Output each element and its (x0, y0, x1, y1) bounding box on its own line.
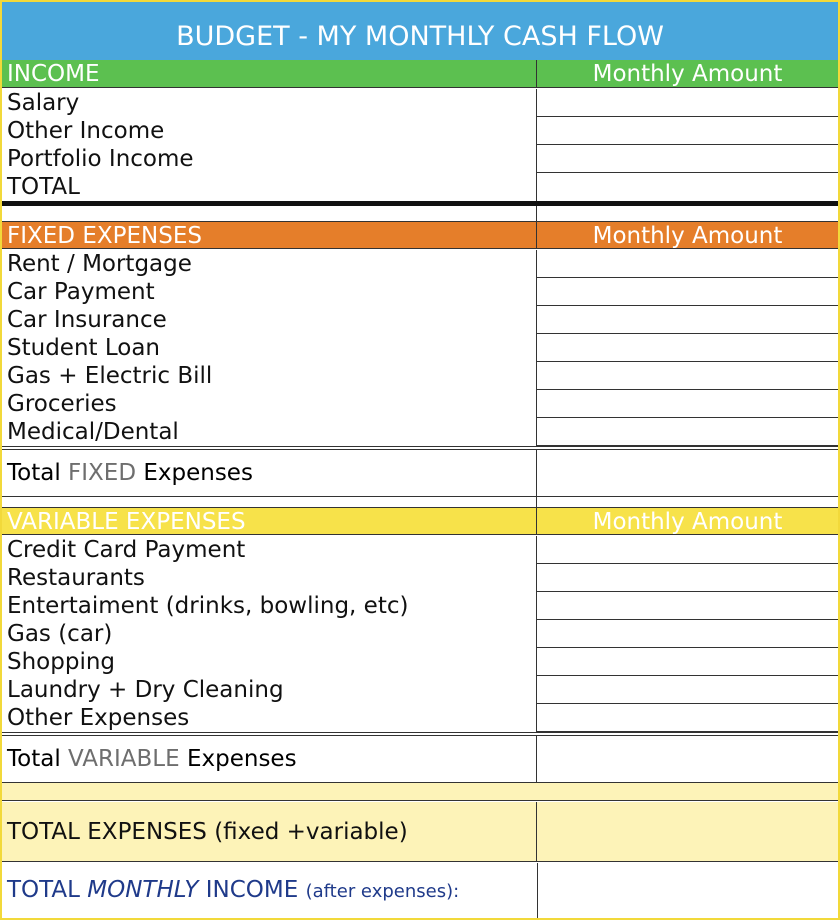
row-label: Car Insurance (2, 306, 537, 334)
row-label: Shopping (2, 648, 537, 676)
fixed-header-row (2, 221, 838, 249)
fixed-amount-header: Monthly Amount (592, 223, 783, 249)
fixed-header: FIXED EXPENSES (2, 222, 537, 248)
amount-cell[interactable] (537, 648, 838, 676)
total-income-prefix: TOTAL (7, 877, 88, 903)
amount-cell[interactable] (537, 89, 838, 117)
row-label: Portfolio Income (2, 145, 537, 173)
amount-cell[interactable] (537, 564, 838, 592)
table-row (2, 362, 838, 390)
table-row (2, 418, 838, 446)
table-row (2, 117, 838, 145)
total-expenses-label: TOTAL EXPENSES (fixed +variable) (2, 802, 537, 861)
spacer-row (2, 206, 838, 221)
table-row (2, 648, 838, 676)
divider (2, 446, 838, 447)
row-label: Medical/Dental (2, 418, 537, 446)
amount-cell[interactable] (537, 676, 838, 704)
variable-header-row (2, 507, 838, 535)
table-row (2, 676, 838, 704)
table-row (2, 334, 838, 362)
total-income-label (7, 863, 459, 919)
total-suffix: Expenses (179, 746, 297, 772)
variable-amount-header: Monthly Amount (592, 509, 783, 535)
spacer-cell (2, 206, 537, 221)
amount-cell[interactable] (537, 620, 838, 648)
variable-total-row (2, 735, 838, 783)
amount-cell[interactable] (537, 592, 838, 620)
row-label: Gas + Electric Bill (2, 362, 537, 390)
fixed-total-row (2, 449, 838, 497)
table-row (2, 564, 838, 592)
total-expenses-row (2, 802, 838, 862)
row-label: Credit Card Payment (2, 536, 537, 564)
amount-cell[interactable] (537, 418, 838, 446)
spacer-row (2, 497, 838, 507)
income-total-cell[interactable] (537, 173, 838, 201)
total-income-note: (after expenses): (305, 881, 460, 902)
table-row (2, 145, 838, 173)
row-label: Laundry + Dry Cleaning (2, 676, 537, 704)
fixed-total-cell[interactable] (537, 450, 838, 496)
total-emphasis: VARIABLE (68, 746, 180, 772)
spacer-row (2, 783, 838, 801)
amount-cell[interactable] (537, 306, 838, 334)
amount-cell[interactable] (537, 536, 838, 564)
variable-total-label (2, 736, 537, 782)
total-income-row (2, 863, 838, 918)
amount-cell[interactable] (537, 390, 838, 418)
fixed-total-label (2, 450, 537, 496)
row-label: Rent / Mortgage (2, 250, 537, 278)
total-income-suffix: INCOME (198, 877, 306, 903)
table-row (2, 390, 838, 418)
divider (2, 732, 838, 733)
income-total-label: TOTAL (2, 173, 537, 201)
total-suffix: Expenses (136, 460, 253, 486)
table-row (2, 704, 838, 732)
variable-total-cell[interactable] (537, 736, 838, 782)
row-label: Gas (car) (2, 620, 537, 648)
total-prefix: Total (7, 746, 69, 772)
total-expenses-cell[interactable] (537, 802, 838, 861)
row-label: Groceries (2, 390, 537, 418)
row-label: Entertaiment (drinks, bowling, etc) (2, 592, 537, 620)
table-row (2, 306, 838, 334)
row-label: Restaurants (2, 564, 537, 592)
amount-cell[interactable] (537, 278, 838, 306)
row-label: Salary (2, 89, 537, 117)
page-title: BUDGET - MY MONTHLY CASH FLOW (2, 2, 838, 60)
row-label: Other Expenses (2, 704, 537, 732)
row-label: Other Income (2, 117, 537, 145)
table-row (2, 250, 838, 278)
income-header-row (2, 60, 838, 88)
table-row (2, 536, 838, 564)
table-row (2, 620, 838, 648)
income-amount-header: Monthly Amount (592, 61, 783, 87)
amount-cell[interactable] (537, 334, 838, 362)
amount-cell[interactable] (537, 704, 838, 732)
amount-cell[interactable] (537, 362, 838, 390)
total-prefix: Total (7, 460, 69, 486)
row-label: Student Loan (2, 334, 537, 362)
amount-cell[interactable] (537, 250, 838, 278)
row-label: Car Payment (2, 278, 537, 306)
table-row (2, 89, 838, 117)
income-header: INCOME (2, 60, 537, 87)
total-income-cell[interactable] (537, 863, 838, 918)
total-emphasis: FIXED (68, 460, 137, 486)
table-row (2, 278, 838, 306)
table-row (2, 592, 838, 620)
spacer-cell (2, 497, 537, 507)
amount-cell[interactable] (537, 145, 838, 173)
table-row (2, 173, 838, 201)
total-income-emphasis: MONTHLY (87, 877, 199, 903)
amount-cell[interactable] (537, 117, 838, 145)
variable-header: VARIABLE EXPENSES (2, 508, 537, 534)
